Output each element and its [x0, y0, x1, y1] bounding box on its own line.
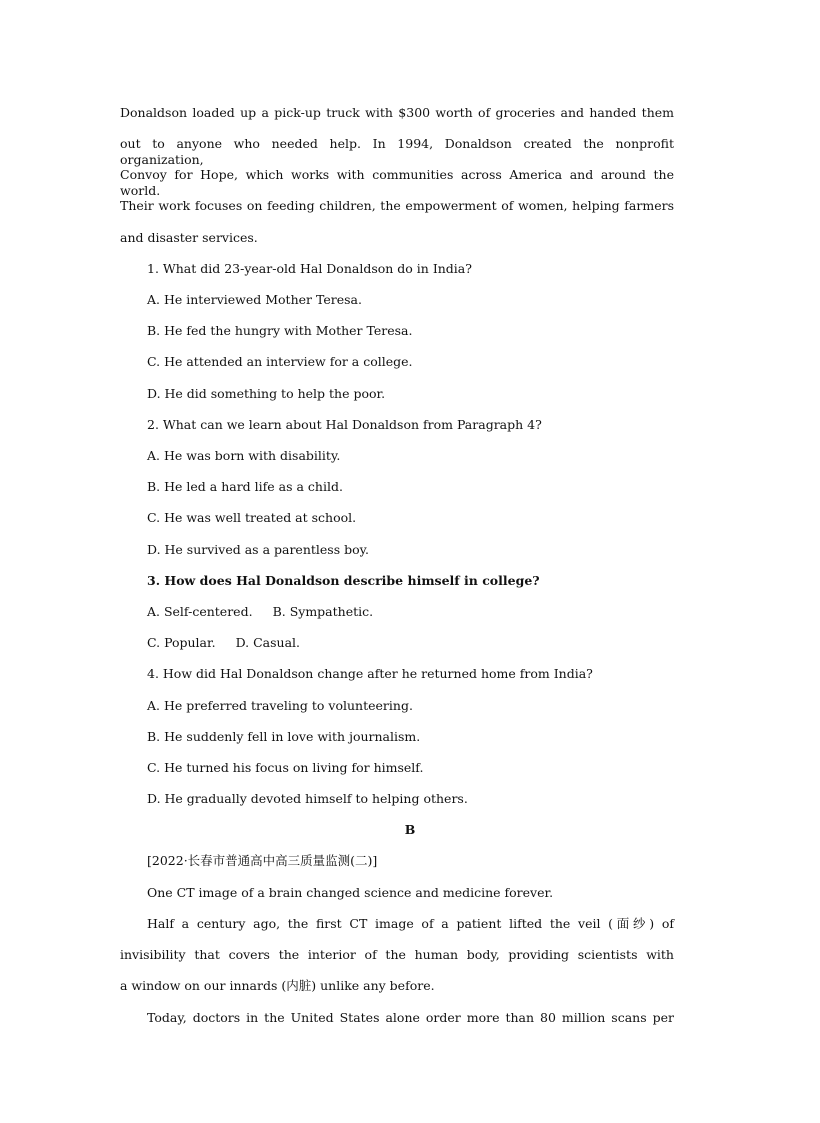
passage-line: Donaldson loaded up a pick-up truck with $300 worth of groceries and handed them	[120, 105, 674, 120]
answer-option-row	[147, 635, 300, 651]
answer-option: B. Sympathetic.	[272, 604, 374, 619]
question-stem: 4. How did Hal Donaldson change after he returned home from India?	[147, 666, 593, 681]
passage-line: and disaster services.	[120, 230, 258, 245]
answer-option: D. Casual.	[235, 635, 301, 650]
answer-option: D. He gradually devoted himself to helping others.	[147, 791, 468, 806]
answer-option-row	[147, 604, 373, 620]
answer-option: C. He was well treated at school.	[147, 510, 357, 525]
passage-line: Their work focuses on feeding children, the empowerment of women, helping farmers	[120, 198, 674, 213]
passage-line: a window on our innards (内脏) unlike any before.	[120, 978, 435, 993]
passage-line: out to anyone who needed help. In 1994, Donaldson created the nonprofit organization,	[120, 136, 674, 167]
question-stem: 3. How does Hal Donaldson describe himself in college?	[147, 573, 540, 588]
passage-line: Convoy for Hope, which works with communities across America and around the world.	[120, 167, 674, 198]
passage-line: One CT image of a brain changed science and medicine forever.	[147, 885, 554, 900]
answer-option: A. He interviewed Mother Teresa.	[147, 292, 362, 307]
answer-option: C. Popular.	[147, 635, 216, 650]
question-stem: 1. What did 23-year-old Hal Donaldson do in India?	[147, 261, 472, 276]
answer-option: A. He preferred traveling to volunteering.	[147, 698, 413, 713]
answer-option: B. He fed the hungry with Mother Teresa.	[147, 323, 413, 338]
answer-option: D. He did something to help the poor.	[147, 386, 386, 401]
answer-option: A. Self-centered.	[147, 604, 253, 619]
passage-line: Today, doctors in the United States alone order more than 80 million scans per	[147, 1010, 674, 1025]
question-stem: 2. What can we learn about Hal Donaldson from Paragraph 4?	[147, 417, 542, 432]
passage-line: invisibility that covers the interior of the human body, providing scientists with	[120, 947, 674, 962]
answer-option: A. He was born with disability.	[147, 448, 341, 463]
answer-option: B. He led a hard life as a child.	[147, 479, 343, 494]
section-heading: B	[404, 822, 416, 837]
answer-option: C. He attended an interview for a college.	[147, 354, 413, 369]
answer-option: D. He survived as a parentless boy.	[147, 542, 369, 557]
source-citation: [2022·长春市普通高中高三质量监测(二)]	[147, 853, 378, 868]
answer-option: C. He turned his focus on living for himself.	[147, 760, 424, 775]
answer-option: B. He suddenly fell in love with journalism.	[147, 729, 421, 744]
passage-line: Half a century ago, the first CT image of a patient lifted the veil (面纱) of	[147, 916, 674, 931]
